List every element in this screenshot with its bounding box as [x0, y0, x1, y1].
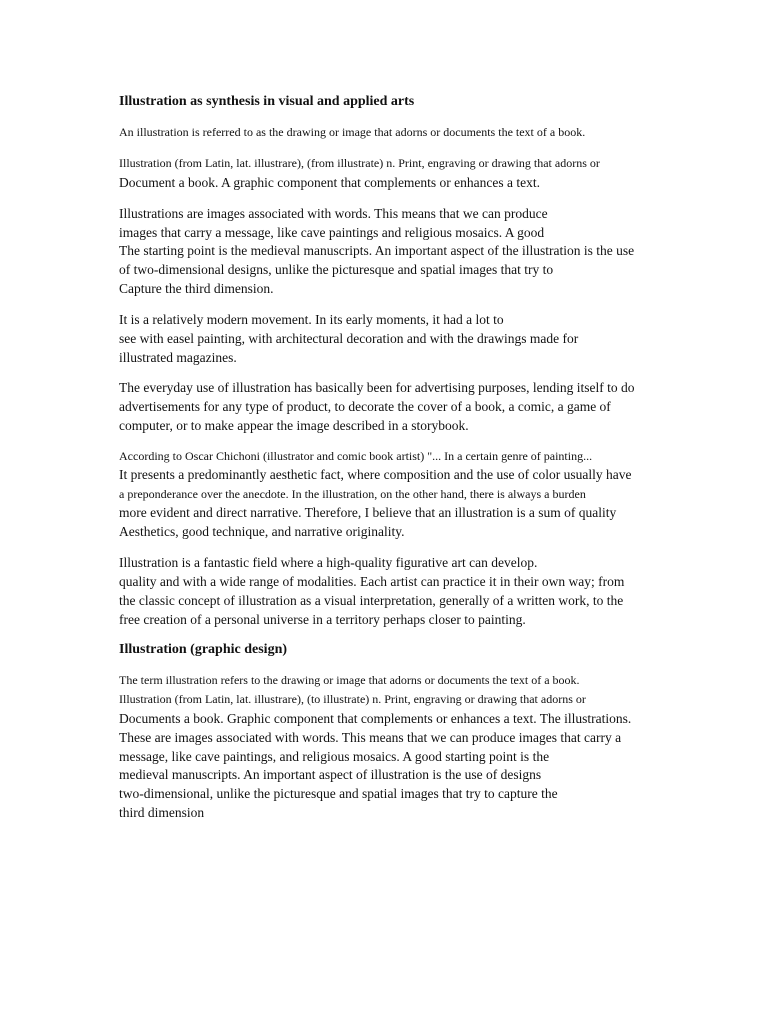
text-line: message, like cave paintings, and religious mosaics. A good starting point is the: [119, 749, 550, 764]
text-line: images that carry a message, like cave paintings and religious mosaics. A good: [119, 225, 545, 240]
page-heading: Illustration as synthesis in visual and applied arts: [119, 94, 415, 109]
text-line: Document a book. A graphic component that complements or enhances a text.: [119, 175, 541, 190]
text-line: third dimension: [119, 805, 205, 820]
text-line: The starting point is the medieval manuscripts. An important aspect of the illustration is the use: [119, 243, 635, 258]
text-line: Illustration (from Latin, lat. illustrare), (to illustrate) n. Print, engraving or drawing that adorns or: [119, 692, 586, 706]
text-line: These are images associated with words. This means that we can produce images that carry a: [119, 730, 622, 745]
text-line: An illustration is referred to as the drawing or image that adorns or documents the text of a book.: [119, 125, 586, 139]
text-line: advertisements for any type of product, to decorate the cover of a book, a comic, a game of: [119, 399, 611, 414]
text-line: a preponderance over the anecdote. In the illustration, on the other hand, there is always a burden: [119, 487, 586, 501]
text-line: computer, or to make appear the image described in a storybook.: [119, 418, 469, 433]
text-line: It presents a predominantly aesthetic fact, where composition and the use of color usually have: [119, 467, 632, 482]
text-line: The everyday use of illustration has basically been for advertising purposes, lending itself to do: [119, 380, 635, 395]
text-line: quality and with a wide range of modalities. Each artist can practice it in their own way; from: [119, 574, 625, 589]
text-line: see with easel painting, with architectural decoration and with the drawings made for: [119, 331, 579, 346]
text-line: the classic concept of illustration as a visual interpretation, generally of a written work, to the: [119, 593, 624, 608]
text-line: The term illustration refers to the drawing or image that adorns or documents the text of a book.: [119, 673, 580, 687]
text-line: Illustration is a fantastic field where a high-quality figurative art can develop.: [119, 555, 538, 570]
text-line: Aesthetics, good technique, and narrative originality.: [119, 524, 405, 539]
text-line: It is a relatively modern movement. In its early moments, it had a lot to: [119, 312, 504, 327]
text-line: According to Oscar Chichoni (illustrator and comic book artist) "... In a certain genre of painting...: [119, 449, 593, 463]
text-line: of two-dimensional designs, unlike the picturesque and spatial images that try to: [119, 262, 554, 277]
text-line: Illustrations are images associated with words. This means that we can produce: [119, 206, 548, 221]
text-line: Capture the third dimension.: [119, 281, 274, 296]
text-line: free creation of a personal universe in a territory perhaps closer to painting.: [119, 612, 526, 627]
text-line: Documents a book. Graphic component that complements or enhances a text. The illustrations.: [119, 711, 632, 726]
text-line: illustrated magazines.: [119, 350, 237, 365]
section-heading: Illustration (graphic design): [119, 642, 288, 657]
text-line: medieval manuscripts. An important aspect of illustration is the use of designs: [119, 767, 542, 782]
text-line: two-dimensional, unlike the picturesque and spatial images that try to capture the: [119, 786, 558, 801]
text-line: Illustration (from Latin, lat. illustrare), (from illustrate) n. Print, engraving or drawing that adorns or: [119, 156, 600, 170]
text-line: more evident and direct narrative. Therefore, I believe that an illustration is a sum of quality: [119, 505, 617, 520]
